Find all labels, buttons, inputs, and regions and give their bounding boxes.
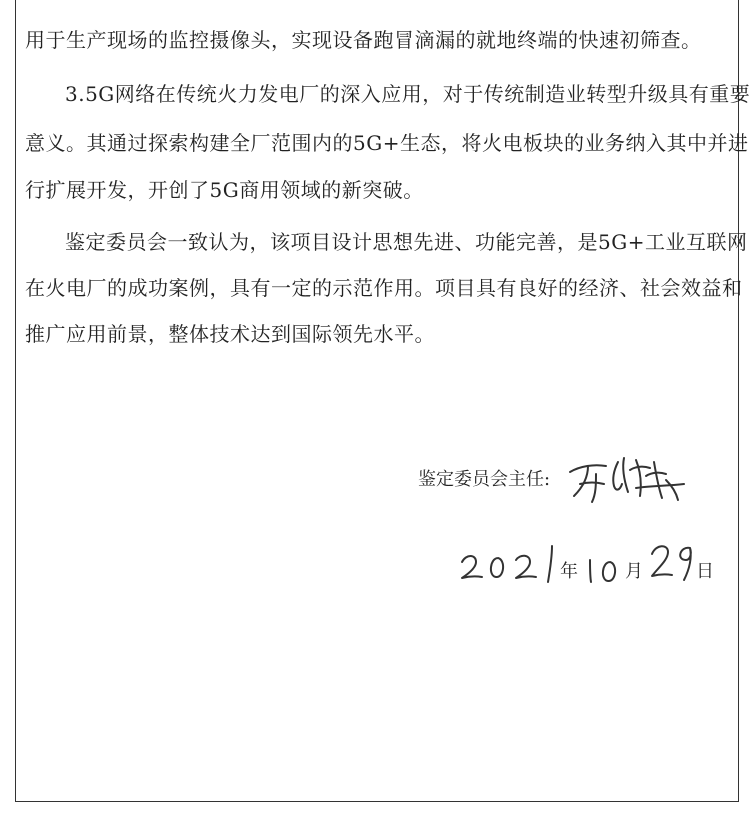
- year-label: 年: [560, 561, 578, 582]
- body-text-line: 在火电厂的成功案例，具有一定的示范作用。项目具有良好的经济、社会效益和: [25, 276, 743, 300]
- signature-label: 鉴定委员会主任:: [418, 469, 551, 490]
- handwritten-month: [584, 550, 624, 586]
- handwritten-day: [650, 540, 700, 582]
- signing-date: [460, 540, 730, 600]
- body-text-line: 用于生产现场的监控摄像头，实现设备跑冒滴漏的就地终端的快速初筛查。: [25, 28, 702, 52]
- page-frame: [15, 0, 749, 802]
- body-text-line: 推广应用前景，整体技术达到国际领先水平。: [25, 322, 435, 346]
- body-text-line: 鉴定委员会一致认为，该项目设计思想先进、功能完善，是5G+工业互联网: [65, 230, 748, 254]
- body-text-line: 3.5G网络在传统火力发电厂的深入应用，对于传统制造业转型升级具有重要: [65, 82, 750, 106]
- body-text-line: 意义。其通过探索构建全厂范围内的5G+生态，将火电板块的业务纳入其中并进: [25, 131, 749, 155]
- handwritten-signature: [566, 440, 691, 510]
- day-label: 日: [696, 561, 714, 582]
- month-label: 月: [625, 561, 643, 582]
- handwritten-year: [460, 544, 560, 584]
- body-text-line: 行扩展开发，开创了5G商用领域的新突破。: [25, 178, 424, 202]
